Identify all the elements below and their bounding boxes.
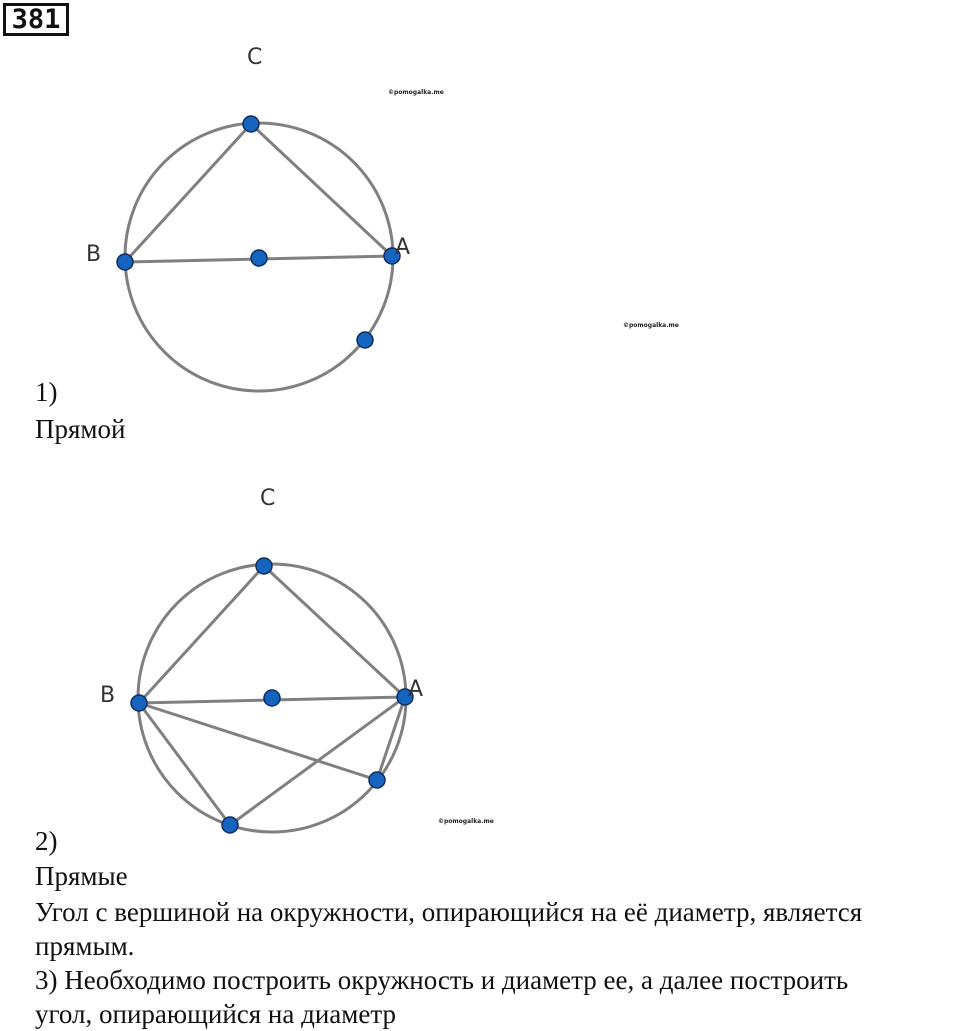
label-C: C [260,486,276,511]
label-A: A [408,677,424,702]
label-B: B [86,242,102,267]
item2-answer: Прямые [35,861,128,891]
label-A: A [395,235,411,260]
point-extra [357,332,373,348]
point-B [117,254,133,270]
point-center [264,690,280,706]
point-B [131,695,147,711]
point-C [243,116,259,132]
point-Q [222,817,238,833]
point-C [256,558,272,574]
item1-answer: Прямой [35,414,126,444]
segment-Q-A [230,697,405,825]
statement-line-2: прямым. [35,931,135,961]
task-number: 381 [3,3,69,36]
segment-B-Q [139,703,230,825]
point-P [369,772,385,788]
watermark: ©pomogalka.me [623,322,679,329]
label-C: C [247,45,263,70]
statement-line-1: Угол с вершиной на окружности, опирающийся на её диаметр, является [35,897,863,927]
figure-1-circle-diagram [0,30,520,410]
segment-CA [251,124,392,256]
figure-2-circle-diagram [0,470,520,840]
segment-BC [139,566,264,703]
segment-CA [264,566,405,697]
item3-line-1: 3) Необходимо построить окружность и диаметр ее, а далее построить [35,965,849,995]
segment-B-P [139,703,377,780]
label-B: B [100,683,116,708]
item2-number: 2) [35,826,58,856]
point-center [251,250,267,266]
watermark: ©pomogalka.me [388,89,444,96]
item3-line-2: угол, опирающийся на диаметр [35,999,396,1029]
item1-number: 1) [35,377,58,407]
watermark: ©pomogalka.me [438,818,494,825]
